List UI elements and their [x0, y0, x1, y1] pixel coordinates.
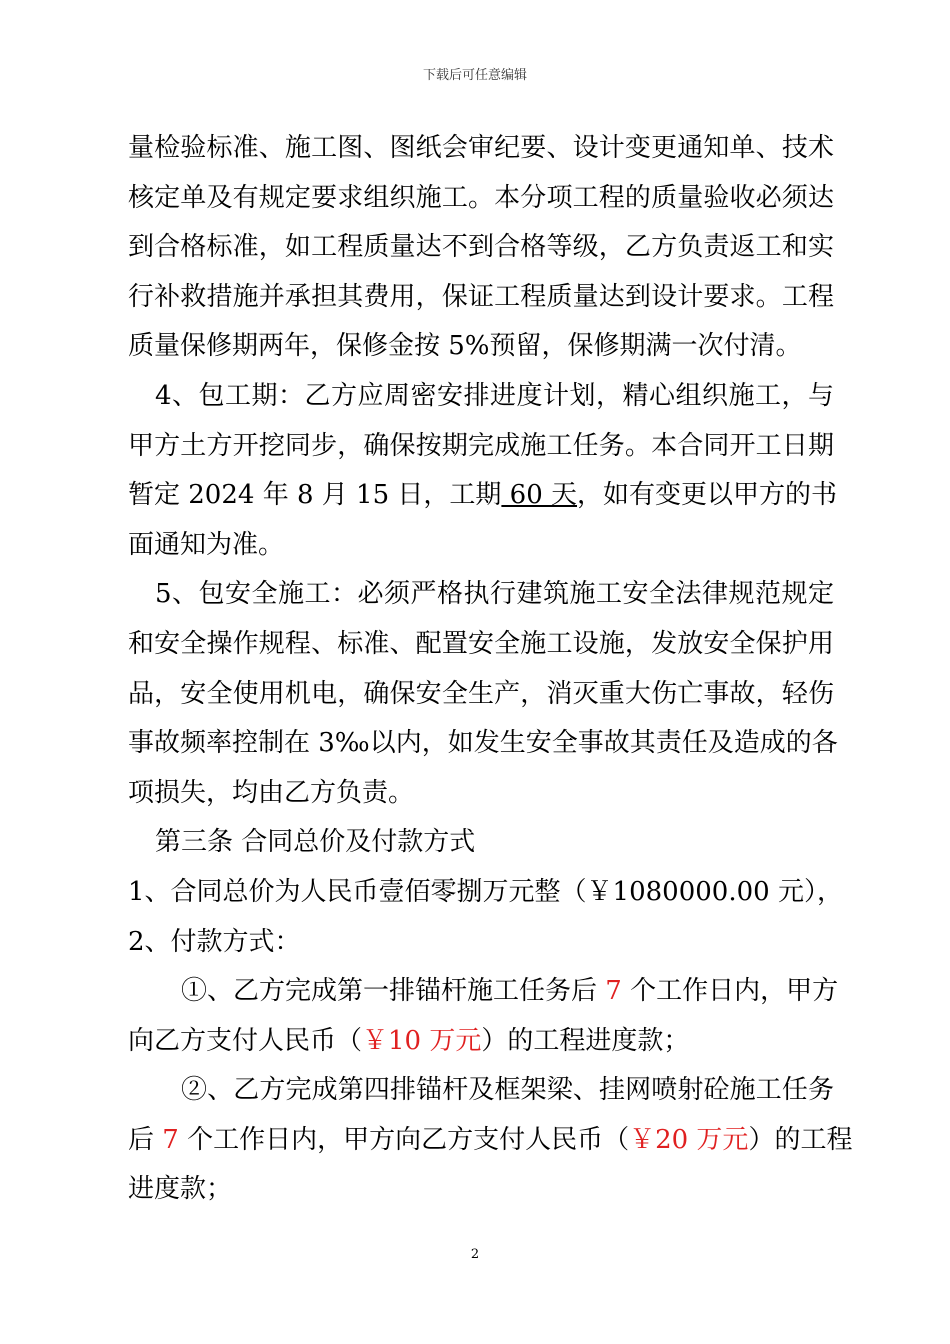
text-line: 事故频率控制在 3‰以内，如发生安全事故其责任及造成的各: [128, 728, 838, 759]
text-span: ）的工程: [748, 1124, 853, 1155]
text-line: 核定单及有规定要求组织施工。本分项工程的质量验收必须达: [128, 182, 834, 213]
article-3-heading: 第三条 合同总价及付款方式: [155, 827, 476, 858]
page-header: 下载后可任意编辑: [422, 68, 527, 83]
duration-underlined: 60 天: [501, 480, 578, 511]
text-line: 面通知为准。: [128, 529, 285, 560]
text-line: 甲方土方开挖同步，确保按期完成施工任务。本合同开工日期: [128, 430, 834, 461]
text-line: [128, 1116, 853, 1166]
document-body: [128, 124, 853, 1215]
text-line: [128, 1017, 834, 1067]
text-span: ）的工程进度款；: [481, 1025, 690, 1056]
page-number: 2: [470, 1247, 480, 1262]
text-line: 和安全操作规程、标准、配置安全施工设施，发放安全保护用: [128, 628, 834, 659]
text-span: 个工作日内，甲方向乙方支付人民币（: [178, 1124, 630, 1155]
payment-item-2-line: ②、乙方完成第四排锚杆及框架梁、挂网喷射砼施工任务: [181, 1075, 834, 1106]
start-date-text: 暂定 2024 年 8 月 15 日，工期: [128, 480, 502, 511]
clause-5-line: 5、包安全施工：必须严格执行建筑施工安全法律规范规定: [155, 579, 834, 610]
payment-method-line: 2、付款方式：: [128, 926, 301, 957]
text-line: 品，安全使用机电，确保安全生产，消灭重大伤亡事故，轻伤: [128, 678, 834, 709]
text-line: 项损失，均由乙方负责。: [128, 777, 415, 808]
amount-value: ￥10 万元: [362, 1025, 482, 1056]
text-span: 向乙方支付人民币（: [128, 1025, 363, 1056]
text-line: 进度款；: [128, 1174, 233, 1205]
payment-item-1-line: [128, 967, 839, 1017]
text-span: ，如有变更以甲方的书: [577, 480, 838, 511]
text-span: 后: [128, 1124, 163, 1155]
text-line: [128, 471, 838, 521]
days-value: 7: [605, 976, 622, 1007]
text-line: 到合格标准，如工程质量达不到合格等级，乙方负责返工和实: [128, 232, 834, 263]
text-line: 行补救措施并承担其费用，保证工程质量达到设计要求。工程: [128, 281, 834, 312]
total-price-line: 1、合同总价为人民币壹佰零捌万元整（￥1080000.00 元），: [128, 876, 843, 907]
clause-4-line: 4、包工期：乙方应周密安排进度计划，精心组织施工，与: [155, 380, 834, 411]
text-line: 量检验标准、施工图、图纸会审纪要、设计变更通知单、技术: [128, 133, 834, 163]
text-span: ①、乙方完成第一排锚杆施工任务后: [181, 976, 606, 1007]
days-value: 7: [162, 1124, 179, 1155]
amount-value: ￥20 万元: [629, 1124, 749, 1155]
text-line: 质量保修期两年，保修金按 5%预留，保修期满一次付清。: [128, 331, 802, 362]
text-span: 个工作日内，甲方: [621, 976, 839, 1007]
